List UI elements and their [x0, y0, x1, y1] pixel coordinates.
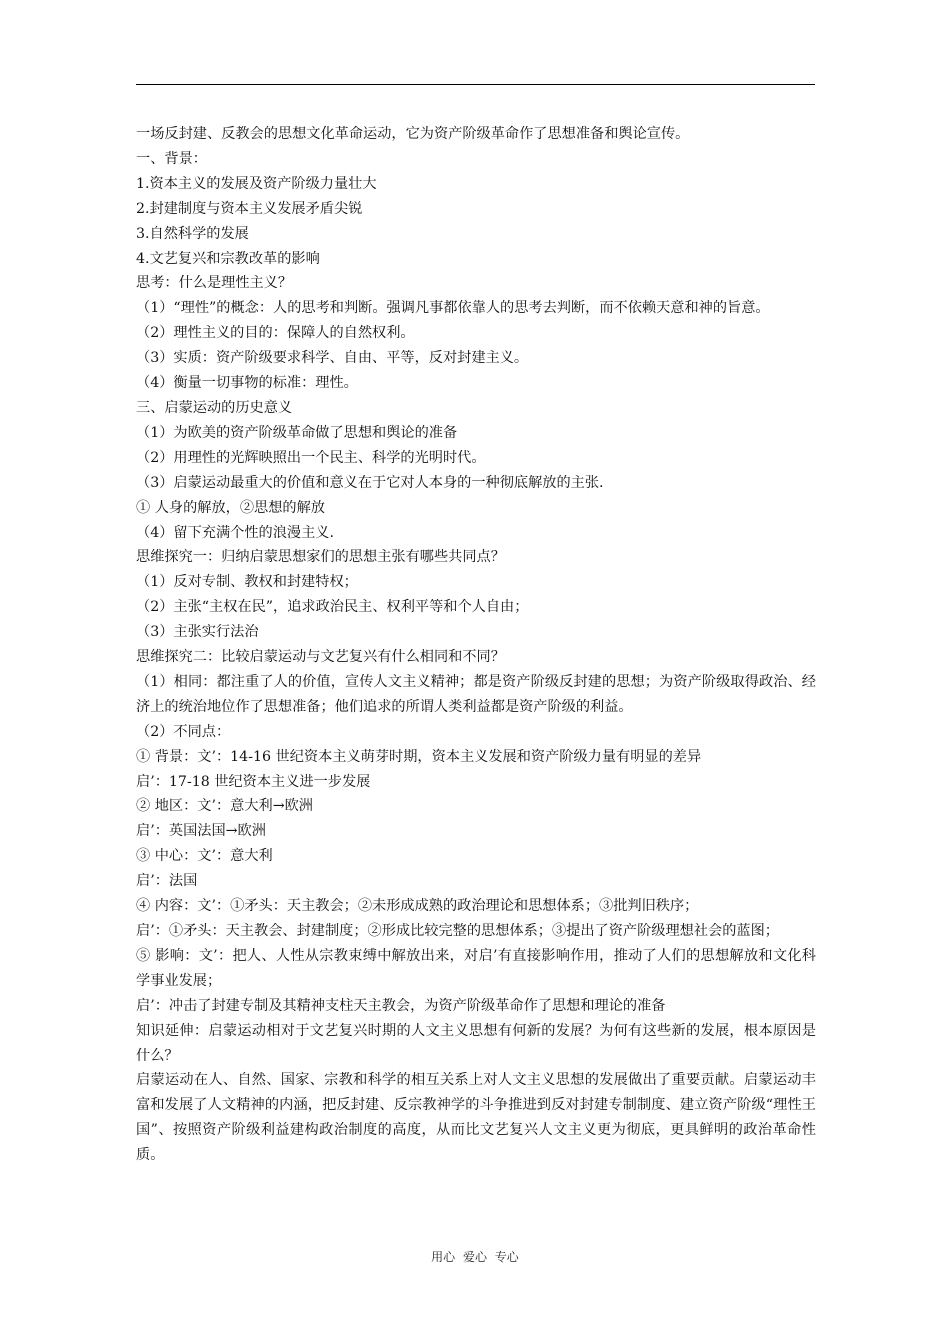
list-item: （3）实质：资产阶级要求科学、自由、平等，反对封建主义。 [136, 350, 529, 367]
list-item: （3）启蒙运动最重大的价值和意义在于它对人本身的一种彻底解放的主张. [136, 474, 604, 491]
intro-paragraph: 一场反封建、反教会的思想文化革命运动，它为资产阶级革命作了思想准备和舆论宣传。 [136, 126, 690, 142]
list-item: ① 人身的解放，②思想的解放 [136, 499, 325, 516]
list-item: ① 背景：文’：14-16 世纪资本主义萌芽时期，资本主义发展和资产阶级力量有明显的差异 [136, 748, 702, 765]
question-heading: 知识延伸：启蒙运动相对于文艺复兴时期的人文主义思想有何新的发展？为何有这些新的发展，根本原因是什么？ [136, 1022, 816, 1064]
question-heading: 思维探究一：归纳启蒙思想家们的思想主张有哪些共同点？ [136, 549, 505, 566]
list-item: （4）留下充满个性的浪漫主义. [136, 524, 334, 541]
question-heading: 思考：什么是理性主义？ [136, 275, 293, 292]
header-rule [136, 84, 815, 85]
answer-paragraph: 启蒙运动在人、自然、国家、宗教和科学的相互关系上对人文主义思想的发展做出了重要贡献。启蒙运动丰富和发展了人文精神的内涵，把反封建、反宗教神学的斗争推进到反对封建专制制度、建立资产阶级“理性王国”、按照资产阶级利益建构政治制度的高度，从而比文艺复兴人文主义更为彻底，更具鲜明的政治革命性质。 [136, 1072, 816, 1164]
list-item: 启’：冲击了封建专制及其精神支柱天主教会，为资产阶级革命作了思想和理论的准备 [136, 997, 666, 1014]
list-item: 4.文艺复兴和宗教改革的影响 [136, 250, 320, 267]
list-item: （1）为欧美的资产阶级革命做了思想和舆论的准备 [136, 424, 458, 441]
section-heading-significance: 三、启蒙运动的历史意义 [136, 399, 293, 416]
list-item: （1）相同：都注重了人的价值，宣传人文主义精神；都是资产阶级反封建的思想；为资产阶级取得政治、经济上的统治地位作了思想准备；他们追求的所谓人类利益都是资产阶级的利益。 [136, 673, 816, 715]
list-item: （2）主张“主权在民”，追求政治民主、权利平等和个人自由； [136, 599, 529, 616]
list-item: ⑤ 影响：文’：把人、人性从宗教束缚中解放出来，对启’有直接影响作用，推动了人们的思想解放和文化科学事业发展； [136, 947, 816, 989]
list-item: （1）反对专制、教权和封建特权； [136, 574, 358, 591]
list-item: （2）理性主义的目的：保障人的自然权利。 [136, 325, 415, 342]
list-item: （4）衡量一切事物的标准：理性。 [136, 375, 358, 392]
question-heading: 思维探究二：比较启蒙运动与文艺复兴有什么相同和不同？ [136, 649, 505, 666]
list-item: 2.封建制度与资本主义发展矛盾尖锐 [136, 200, 363, 217]
list-item: 1.资本主义的发展及资产阶级力量壮大 [136, 175, 377, 192]
page-footer: 用心 爱心 专心 [431, 1250, 519, 1264]
list-item: 3.自然科学的发展 [136, 225, 249, 242]
list-item: ④ 内容：文’：①矛头：天主教会；②未形成成熟的政治理论和思想体系；③批判旧秩序； [136, 898, 699, 915]
list-item: （2）不同点： [136, 723, 231, 740]
list-item: 启’：英国法国→欧洲 [136, 823, 266, 840]
list-item: ③ 中心：文’：意大利 [136, 848, 273, 865]
section-heading-background: 一、背景： [136, 150, 207, 167]
list-item: （1）“理性”的概念：人的思考和判断。强调凡事都依靠人的思考去判断，而不依赖天意和神的旨意。 [136, 300, 770, 317]
document-body [136, 122, 816, 1168]
list-item: （2）用理性的光辉映照出一个民主、科学的光明时代。 [136, 449, 486, 466]
list-item: （3）主张实行法治 [136, 624, 259, 641]
list-item: ② 地区：文’：意大利→欧洲 [136, 798, 313, 815]
list-item: 启’：17-18 世纪资本主义进一步发展 [136, 773, 371, 790]
list-item: 启’：法国 [136, 873, 198, 890]
list-item: 启’：①矛头：天主教会、封建制度；②形成比较完整的思想体系；③提出了资产阶级理想社会的蓝图； [136, 923, 779, 939]
